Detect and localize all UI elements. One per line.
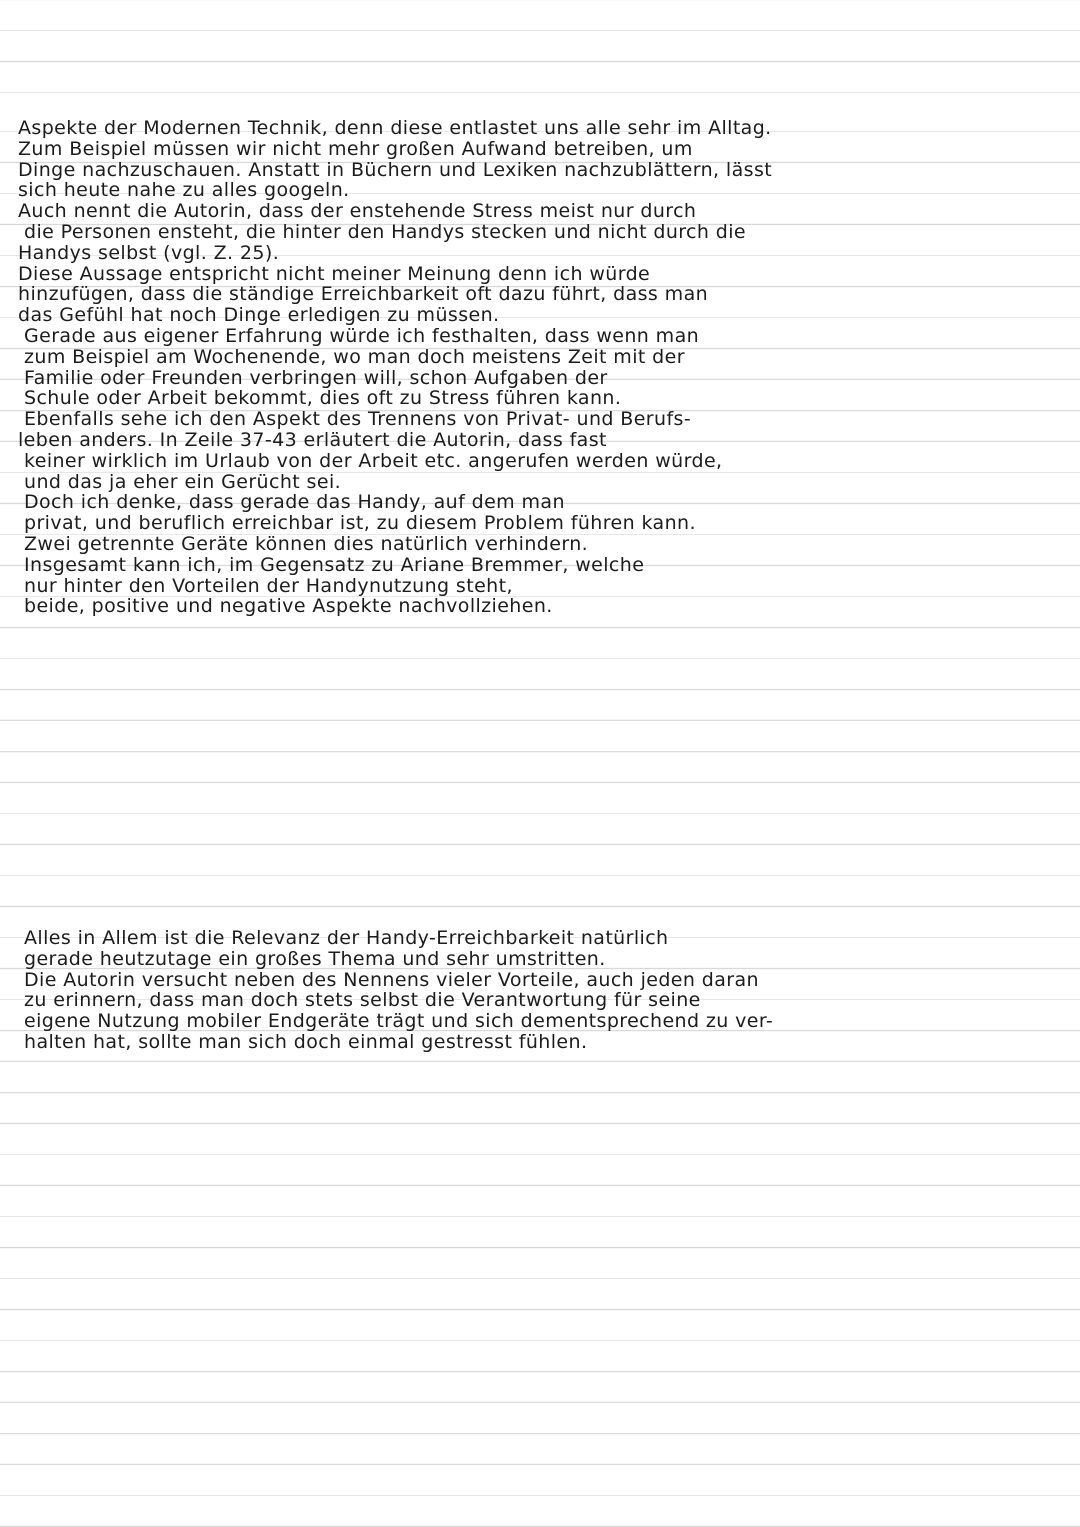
text-line: zu erinnern, dass man doch stets selbst die Verantwortung für seine bbox=[24, 990, 701, 1012]
text-line: Auch nennt die Autorin, dass der enstehende Stress meist nur durch bbox=[18, 201, 697, 222]
text-line: Handys selbst (vgl. Z. 25). bbox=[18, 242, 280, 264]
text-line: Zum Beispiel müssen wir nicht mehr großen Aufwand betreiben, um bbox=[18, 138, 693, 160]
text-line: Gerade aus eigener Erfahrung würde ich festhalten, dass wenn man bbox=[24, 325, 700, 347]
text-line: Ebenfalls sehe ich den Aspekt des Trennens von Privat- und Berufs- bbox=[24, 409, 692, 430]
text-line: Alles in Allem ist die Relevanz der Handy-Erreichbarkeit natürlich bbox=[24, 928, 669, 949]
text-line: Diese Aussage entspricht nicht meiner Meinung denn ich würde bbox=[18, 263, 651, 285]
text-line: eigene Nutzung mobiler Endgeräte trägt und sich dementsprechend zu ver- bbox=[24, 1011, 774, 1032]
text-line: Zwei getrennte Geräte können dies natürlich verhindern. bbox=[24, 533, 589, 555]
text-line: und das ja eher ein Gerücht sei. bbox=[24, 471, 342, 493]
text-line: gerade heutzutage ein großes Thema und sehr umstritten. bbox=[24, 948, 606, 970]
handwritten-paragraph-main bbox=[18, 118, 1063, 617]
handwritten-paragraph-conclusion bbox=[18, 928, 1063, 1053]
text-line: Die Autorin versucht neben des Nennens vieler Vorteile, auch jeden daran bbox=[24, 969, 759, 991]
text-line: Insgesamt kann ich, im Gegensatz zu Ariane Bremmer, welche bbox=[24, 554, 645, 576]
text-line: das Gefühl hat noch Dinge erledigen zu müssen. bbox=[18, 305, 500, 326]
text-line: Schule oder Arbeit bekommt, dies oft zu Stress führen kann. bbox=[24, 388, 622, 410]
text-line: Familie oder Freunden verbringen will, schon Aufgaben der bbox=[24, 367, 608, 389]
text-line: sich heute nahe zu alles googeln. bbox=[18, 180, 350, 202]
text-line: Doch ich denke, dass gerade das Handy, auf dem man bbox=[24, 492, 565, 514]
text-line: Aspekte der Modernen Technik, denn diese entlastet uns alle sehr im Alltag. bbox=[18, 118, 772, 139]
text-line: zum Beispiel am Wochenende, wo man doch meistens Zeit mit der bbox=[24, 346, 685, 368]
text-line: keiner wirklich im Urlaub von der Arbeit etc. angerufen werden würde, bbox=[24, 450, 723, 472]
text-line: hinzufügen, dass die ständige Erreichbarkeit oft dazu führt, dass man bbox=[18, 284, 709, 306]
text-line: leben anders. In Zeile 37-43 erläutert die Autorin, dass fast bbox=[18, 429, 607, 451]
text-line: nur hinter den Vorteilen der Handynutzung steht, bbox=[24, 575, 513, 597]
text-line: privat, und beruflich erreichbar ist, zu diesem Problem führen kann. bbox=[24, 513, 696, 534]
text-line: halten hat, sollte man sich doch einmal gestresst fühlen. bbox=[24, 1031, 588, 1053]
text-line: Dinge nachzuschauen. Anstatt in Büchern und Lexiken nachzublättern, lässt bbox=[18, 159, 773, 181]
text-line: beide, positive und negative Aspekte nachvollziehen. bbox=[24, 596, 553, 618]
text-line: die Personen ensteht, die hinter den Handys stecken und nicht durch die bbox=[24, 221, 747, 243]
